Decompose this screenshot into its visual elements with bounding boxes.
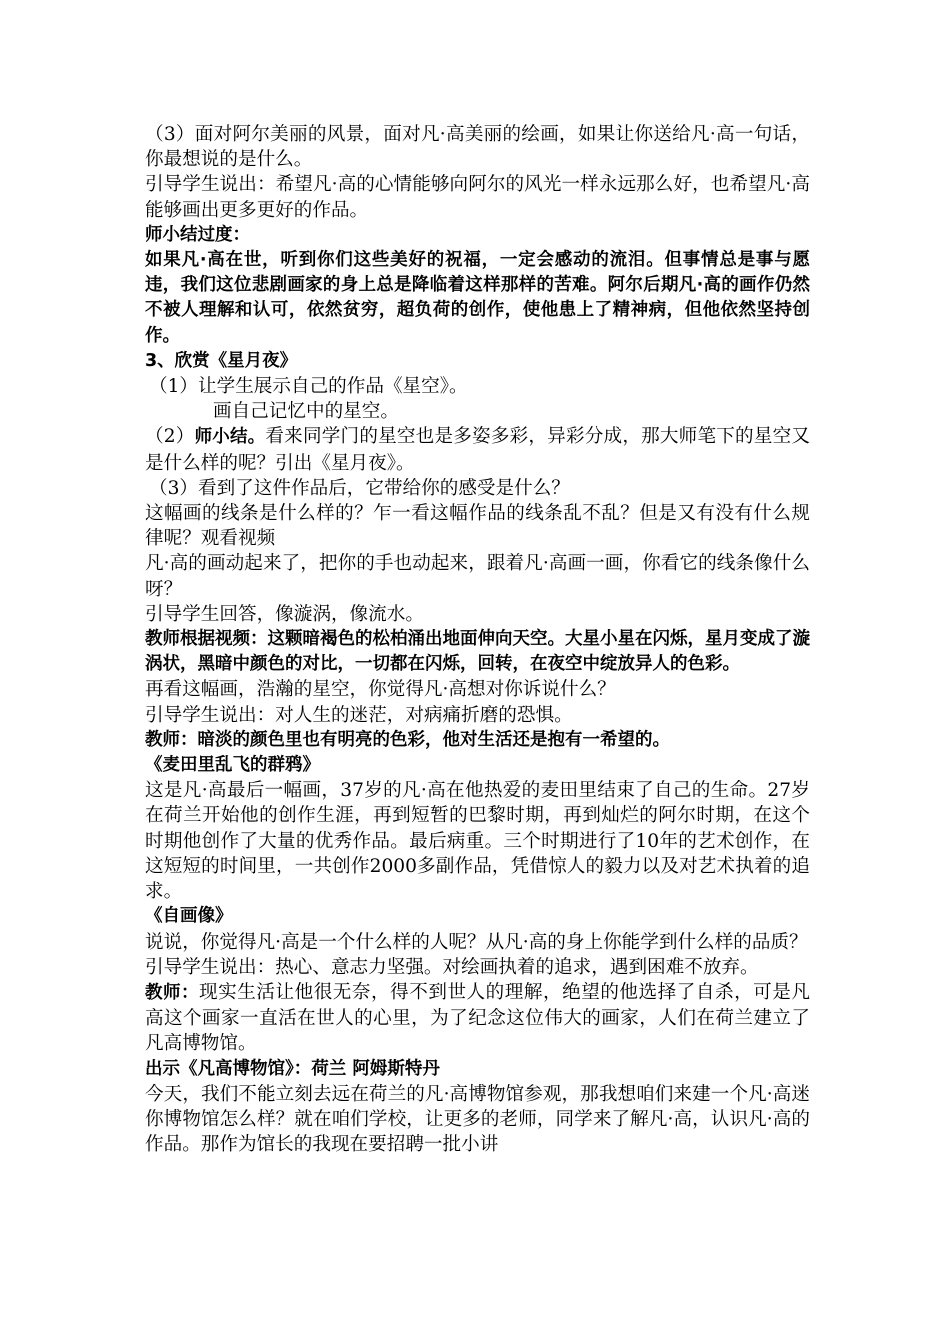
heading-van-gogh-museum: 出示《凡高博物馆》：荷兰 阿姆斯特丹	[145, 1058, 440, 1079]
paragraph-question-3: （3）面对阿尔美丽的风景，面对凡·高美丽的绘画，如果让你送给凡·高一句话，你最想说的是什么。	[145, 124, 810, 171]
paragraph-last-painting: 这是凡·高最后一幅画，37岁的凡·高在他热爱的麦田里结束了自己的生命。27岁在荷兰开始他的创作生涯，再到短暂的巴黎时期，再到灿烂的阿尔时期，在这个时期他创作了大量的优秀作品。最后病重。三个时期进行了10年的艺术创作，在这短短的时间里，一共创作2000多副作品，凭借惊人的毅力以及对艺术执着的追求。	[145, 780, 810, 903]
paragraph-guide-answer-2: 引导学生回答，像漩涡，像流水。	[145, 603, 424, 625]
paragraph-draw-stars: 画自己记忆中的星空。	[213, 401, 399, 423]
paragraph-teacher-video: 教师根据视频：这颗暗褐色的松柏涌出地面伸向天空。大星小星在闪烁，星月变成了漩涡状，黑暗中颜色的对比，一切都在闪烁，回转，在夜空中绽放异人的色彩。	[145, 629, 810, 675]
heading-self-portrait: 《自画像》	[145, 906, 233, 927]
paragraph-look-again: 再看这幅画，浩瀚的星空，你觉得凡·高想对你诉说什么？	[145, 679, 616, 701]
paragraph-mini-museum: 今天，我们不能立刻去远在荷兰的凡·高博物馆参观，那我想咱们来建一个凡·高迷你博物馆怎么样？就在咱们学校，让更多的老师，同学来了解凡·高，认识凡·高的作品。那作为馆长的我现在要招聘一批小讲	[145, 1083, 810, 1156]
heading-teacher-summary: 师小结过度：	[145, 224, 250, 245]
heading-wheatfield-crows: 《麦田里乱飞的群鸦》	[145, 755, 320, 776]
paragraph-teacher-museum	[145, 980, 810, 1057]
paragraph-teacher-summary: 如果凡·高在世，听到你们这些美好的祝福，一定会感动的流泪。但事情总是事与愿违，我们这位悲剧画家的身上总是降临着这样那样的苦难。阿尔后期凡·高的画作仍然不被人理解和认可，依然贫穷，超负荷的创作，使他患上了精神病，但他依然坚持创作。	[145, 250, 810, 346]
paragraph-guide-answer-4: 引导学生说出：热心、意志力坚强。对绘画执着的追求，遇到困难不放弃。	[145, 956, 759, 978]
heading-starry-night: 3、欣赏《星月夜》	[145, 350, 298, 371]
paragraph-what-person: 说说，你觉得凡·高是一个什么样的人呢？从凡·高的身上你能学到什么样的品质？	[145, 931, 808, 953]
paragraph-guide-answer-3: 引导学生说出：对人生的迷茫，对病痛折磨的恐惧。	[145, 704, 573, 726]
teacher-museum-text: 现实生活让他很无奈，得不到世人的理解，绝望的他选择了自杀，可是凡高这个画家一直活在世人的心里，为了纪念这位伟大的画家，人们在荷兰建立了凡高博物馆。	[145, 981, 810, 1055]
paragraph-guide-answer-1: 引导学生说出：希望凡·高的心情能够向阿尔的风光一样永远那么好，也希望凡·高能够画出更多更好的作品。	[145, 174, 810, 221]
paragraph-step-2	[145, 424, 810, 475]
teacher-label: 教师：	[145, 982, 200, 1003]
document-body	[145, 122, 810, 1157]
step-2-bold-lead: 师小结。	[194, 427, 266, 448]
paragraph-step-1: （1）让学生展示自己的作品《星空》。	[149, 376, 468, 398]
paragraph-step-3: （3）看到了这件作品后，它带给你的感受是什么？	[149, 477, 570, 499]
paragraph-lines-question: 这幅画的线条是什么样的？乍一看这幅作品的线条乱不乱？但是又有没有什么规律呢？观看视频	[145, 503, 810, 550]
step-2-lead: （2）	[145, 426, 195, 448]
paragraph-draw-along: 凡·高的画动起来了，把你的手也动起来，跟着凡·高画一画，你看它的线条像什么呀？	[145, 553, 810, 600]
step-2-text: 看来同学门的星空也是多姿多彩，异彩分成，那大师笔下的星空又是什么样的呢？引出《星月夜》。	[145, 426, 810, 474]
paragraph-teacher-hope: 教师：暗淡的颜色里也有明亮的色彩，他对生活还是抱有一希望的。	[145, 729, 670, 750]
